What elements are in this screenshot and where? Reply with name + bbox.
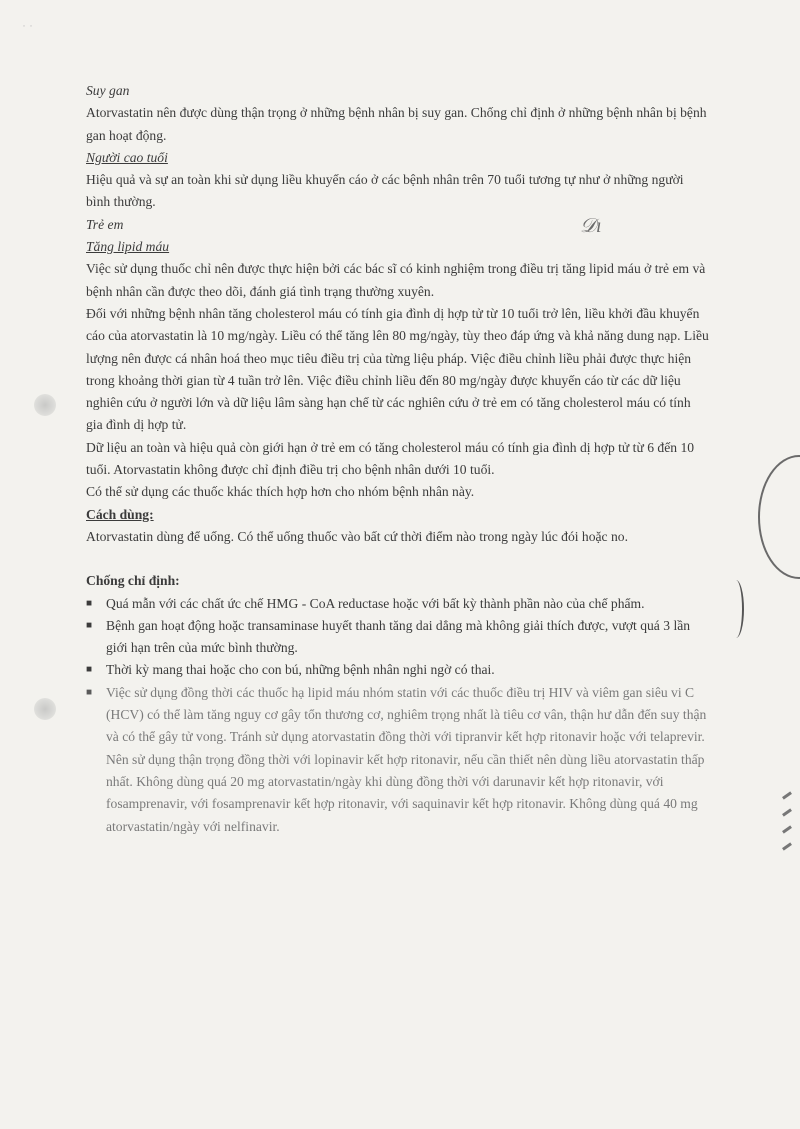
section-heading-elderly: Người cao tuổi <box>86 149 168 165</box>
document-body <box>86 80 710 838</box>
lipid-paragraph-4: Có thể sử dụng các thuốc khác thích hợp hơn cho nhóm bệnh nhân này. <box>86 484 475 500</box>
section-heading-usage: Cách dùng: <box>86 506 154 522</box>
bullet-icon: ■ <box>86 686 93 698</box>
punch-hole-icon <box>34 698 56 720</box>
section-heading-liver-failure: Suy gan <box>86 83 130 98</box>
section-heading-children: Trẻ em <box>86 216 124 232</box>
section-spacer <box>86 548 710 570</box>
usage-text: Atorvastatin dùng để uống. Có thể uống thuốc vào bất cứ thời điểm nào trong ngày lúc đói hoặc no. <box>86 528 628 544</box>
lipid-paragraph-1: Việc sử dụng thuốc chỉ nên được thực hiện bởi các bác sĩ có kinh nghiệm trong điều trị tăng lipid máu ở trẻ em và bệnh nhân cần được theo dõi, đánh giá tình trạng thường xuyên. <box>86 261 706 299</box>
section-heading-contraindications: Chống chỉ định: <box>86 573 180 589</box>
elderly-text: Hiệu quả và sự an toàn khi sử dụng liều khuyến cáo ở các bệnh nhân trên 70 tuổi tương tự như ở những người bình thường. <box>86 172 684 210</box>
punch-hole-icon <box>34 394 56 416</box>
signature-mark-icon: 𝒟ı <box>580 215 602 237</box>
list-item <box>86 659 710 681</box>
bullet-icon: ■ <box>86 597 93 609</box>
contraindication-text: Việc sử dụng đồng thời các thuốc hạ lipid máu nhóm statin với các thuốc điều trị HIV và viêm gan siêu vi C (HCV) có thể làm tăng nguy cơ gây tổn thương cơ, nghiêm trọng nhất là tiêu cơ vân, thận hư dẫn đến suy thận và có thể gây tử vong. Tránh sử dụng atorvastatin đồng thời với tipranvir kết hợp ritonavir hoặc với telaprevir. Nên sử dụng thận trọng đồng thời với lopinavir kết hợp ritonavir, nếu cần thiết nên dùng liều atorvastatin thấp nhất. Không dùng quá 20 mg atorvastatin/ngày khi dùng đồng thời với darunavir kết hợp ritonavir, với fosamprenavir, với fosamprenavir kết hợp ritonavir, với saquinavir kết hợp ritonavir. Không dùng quá 40 mg atorvastatin/ngày với nelfinavir. <box>106 684 707 834</box>
bullet-icon: ■ <box>86 619 93 631</box>
list-item <box>86 615 710 660</box>
contraindication-text: Bệnh gan hoạt động hoặc transaminase huyết thanh tăng dai dẳng mà không giải thích được, vượt quá 3 lần giới hạn trên của mức bình thường. <box>106 617 691 656</box>
list-item <box>86 682 710 838</box>
bullet-icon: ■ <box>86 664 93 676</box>
lipid-paragraph-2: Đối với những bệnh nhân tăng cholesterol máu có tính gia đình dị hợp tử từ 10 tuổi trở lên, liều khởi đầu khuyến cáo của atorvastatin là 10 mg/ngày. Liều có thể tăng lên 80 mg/ngày, tùy theo đáp ứng và khả năng dung nạp. Liều lượng nên được cá nhân hoá theo mục tiêu điều trị của từng liệu pháp. Việc điều chỉnh liều phải được thực hiện trong khoảng thời gian từ 4 tuần trở lên. Việc điều chỉnh liều đến 80 mg/ngày được khuyến cáo từ các dữ liệu nghiên cứu ở người lớn và dữ liệu lâm sàng hạn chế từ các nghiên cứu ở trẻ em có tăng cholesterol máu có tính gia đình dị hợp tử. <box>86 305 709 433</box>
bracket-mark-icon <box>728 580 744 638</box>
lipid-paragraph-3: Dữ liệu an toàn và hiệu quả còn giới hạn ở trẻ em có tăng cholesterol máu có tính gia đình dị hợp tử từ 6 đến 10 tuổi. Atorvastatin không được chỉ định điều trị cho bệnh nhân dưới 10 tuổi. <box>86 439 695 478</box>
stamp-arc-icon <box>758 455 800 579</box>
list-item <box>86 593 710 615</box>
contraindication-text: Thời kỳ mang thai hoặc cho con bú, những bệnh nhân nghi ngờ có thai. <box>106 662 495 678</box>
edge-marks-icon <box>782 780 796 930</box>
corner-mark-icon: ˙ ˙ <box>22 22 33 36</box>
section-heading-lipid: Tăng lipid máu <box>86 239 170 255</box>
liver-failure-text: Atorvastatin nên được dùng thận trọng ở những bệnh nhân bị suy gan. Chống chỉ định ở những bệnh nhân bị bệnh gan hoạt động. <box>86 105 707 143</box>
contraindication-text: Quá mẫn với các chất ức chế HMG - CoA reductase hoặc với bất kỳ thành phần nào của chế phẩm. <box>106 595 645 611</box>
